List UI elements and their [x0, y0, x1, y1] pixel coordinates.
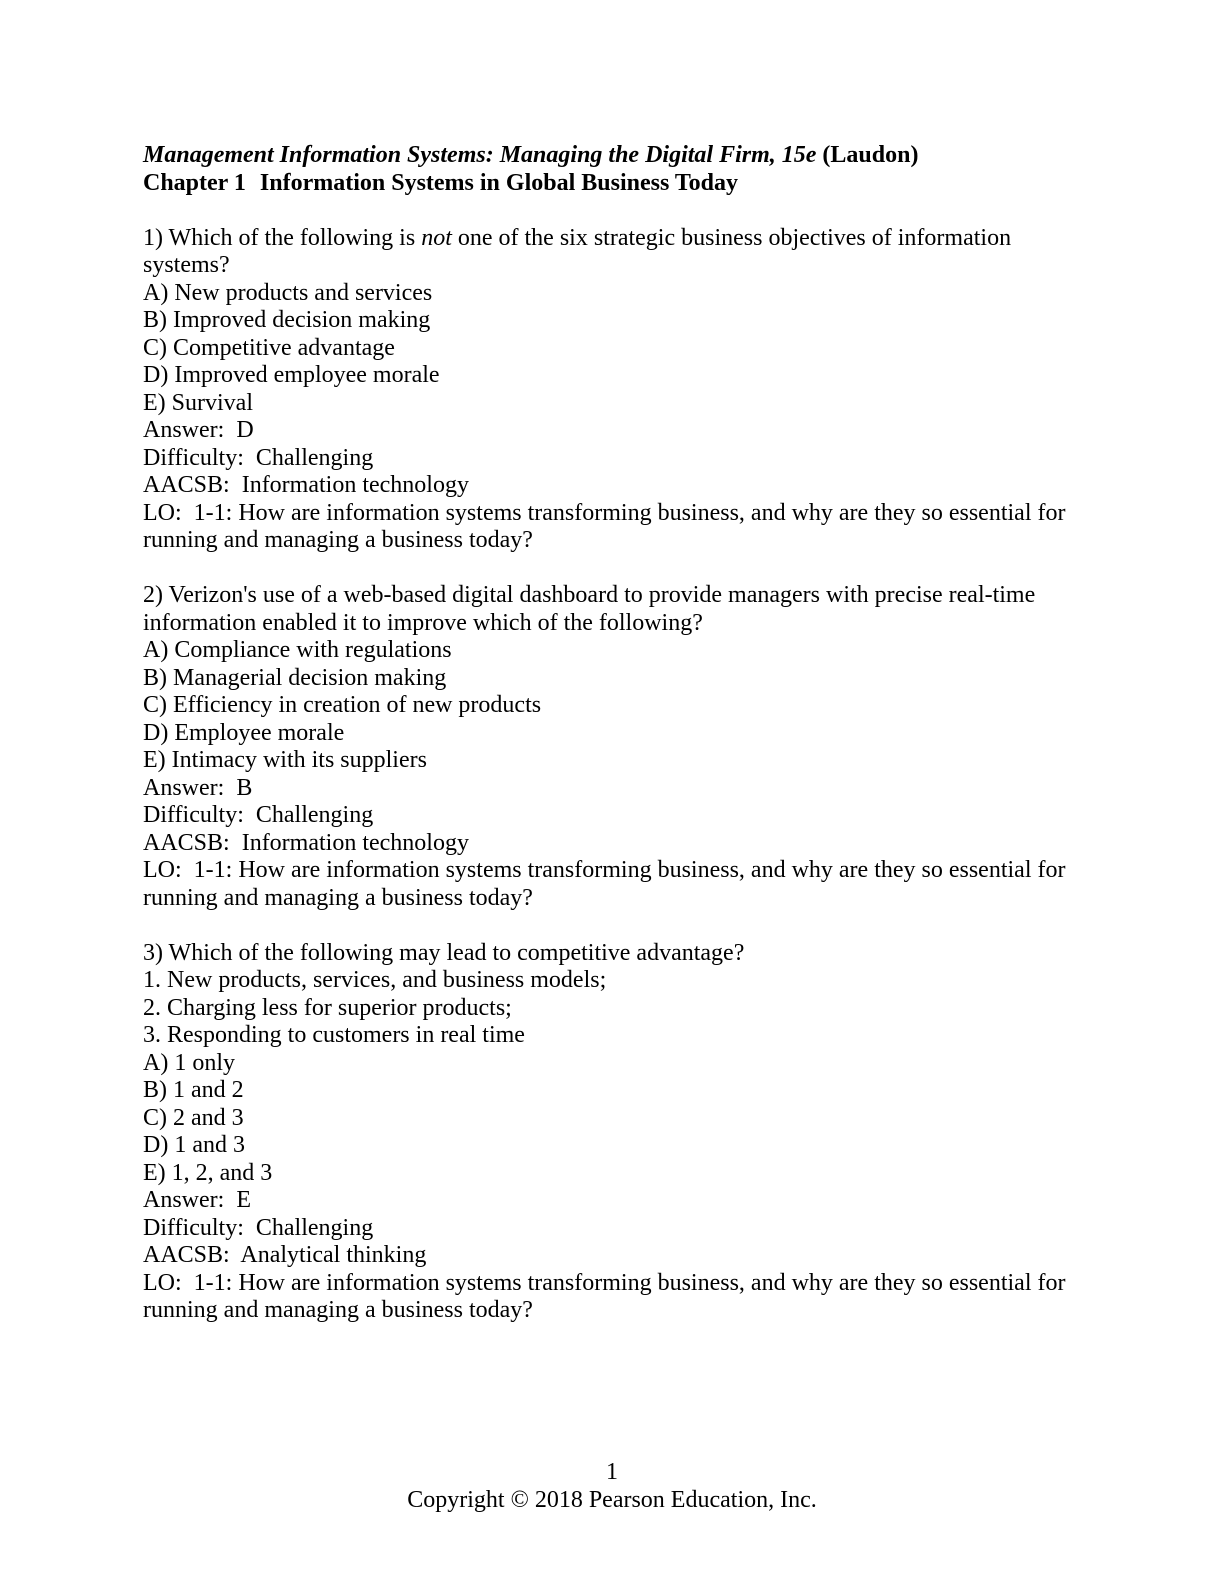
choice: B) Improved decision making [143, 307, 431, 333]
choice: A) New products and services [143, 279, 433, 306]
lo-line: LO: 1-1: How are information systems transforming business, and why are they so essential for running and managing a business today? [143, 1269, 1072, 1323]
question-block-1 [143, 225, 1081, 555]
numbered-item: 2. Charging less for superior products; [143, 994, 512, 1021]
document-footer [0, 1459, 1224, 1514]
question-text: 3) Which of the following may lead to competitive advantage? [143, 939, 745, 966]
choice: D) 1 and 3 [143, 1132, 245, 1158]
choice: E) 1, 2, and 3 [143, 1159, 273, 1186]
book-title: Management Information Systems: Managing the Digital Firm, 15e [143, 142, 817, 168]
book-author: (Laudon) [816, 142, 919, 168]
copyright-line: Copyright © 2018 Pearson Education, Inc. [407, 1486, 817, 1513]
numbered-item: 1. New products, services, and business models; [143, 967, 607, 993]
choice: B) Managerial decision making [143, 664, 447, 691]
chapter-title: Information Systems in Global Business Today [259, 169, 739, 196]
numbered-item: 3. Responding to customers in real time [143, 1022, 525, 1048]
choice: C) Efficiency in creation of new products [143, 692, 542, 718]
choice: A) 1 only [143, 1049, 235, 1076]
aacsb-line: AACSB: Analytical thinking [143, 1242, 427, 1268]
choice: C) Competitive advantage [143, 334, 395, 361]
document-header [143, 142, 1081, 197]
difficulty-line: Difficulty: Challenging [143, 1214, 374, 1241]
difficulty-line: Difficulty: Challenging [143, 802, 374, 828]
chapter-label: Chapter 1 [143, 169, 246, 196]
question-text [143, 225, 1081, 280]
difficulty-line: Difficulty: Challenging [143, 444, 374, 471]
answer-line: Answer: E [143, 1187, 251, 1213]
aacsb-line: AACSB: Information technology [143, 472, 469, 498]
question-text-after: one of the six strategic business objectives of information systems? [143, 224, 1018, 278]
aacsb-line: AACSB: Information technology [143, 829, 469, 856]
chapter-heading [143, 170, 1081, 198]
choice: D) Improved employee morale [143, 362, 440, 388]
answer-line: Answer: D [143, 417, 254, 443]
choice: C) 2 and 3 [143, 1104, 244, 1131]
question-text-before: 1) Which of the following is [143, 224, 422, 251]
lo-line: LO: 1-1: How are information systems transforming business, and why are they so essential for running and managing a business today? [143, 857, 1072, 911]
question-text-emphasis: not [421, 224, 452, 251]
choice: A) Compliance with regulations [143, 637, 452, 663]
book-title-line [143, 142, 1081, 170]
question-block-3 [143, 940, 1081, 1325]
question-block-2 [143, 582, 1081, 912]
choice: B) 1 and 2 [143, 1077, 244, 1103]
choice: D) Employee morale [143, 719, 345, 746]
lo-line: LO: 1-1: How are information systems transforming business, and why are they so essential for running and managing a business today? [143, 499, 1072, 553]
page-number: 1 [606, 1459, 618, 1485]
choice: E) Survival [143, 389, 253, 416]
choice: E) Intimacy with its suppliers [143, 747, 427, 773]
question-text: 2) Verizon's use of a web-based digital dashboard to provide managers with precise real-time information enabled it to improve which of the following? [143, 582, 1042, 636]
answer-line: Answer: B [143, 774, 253, 801]
